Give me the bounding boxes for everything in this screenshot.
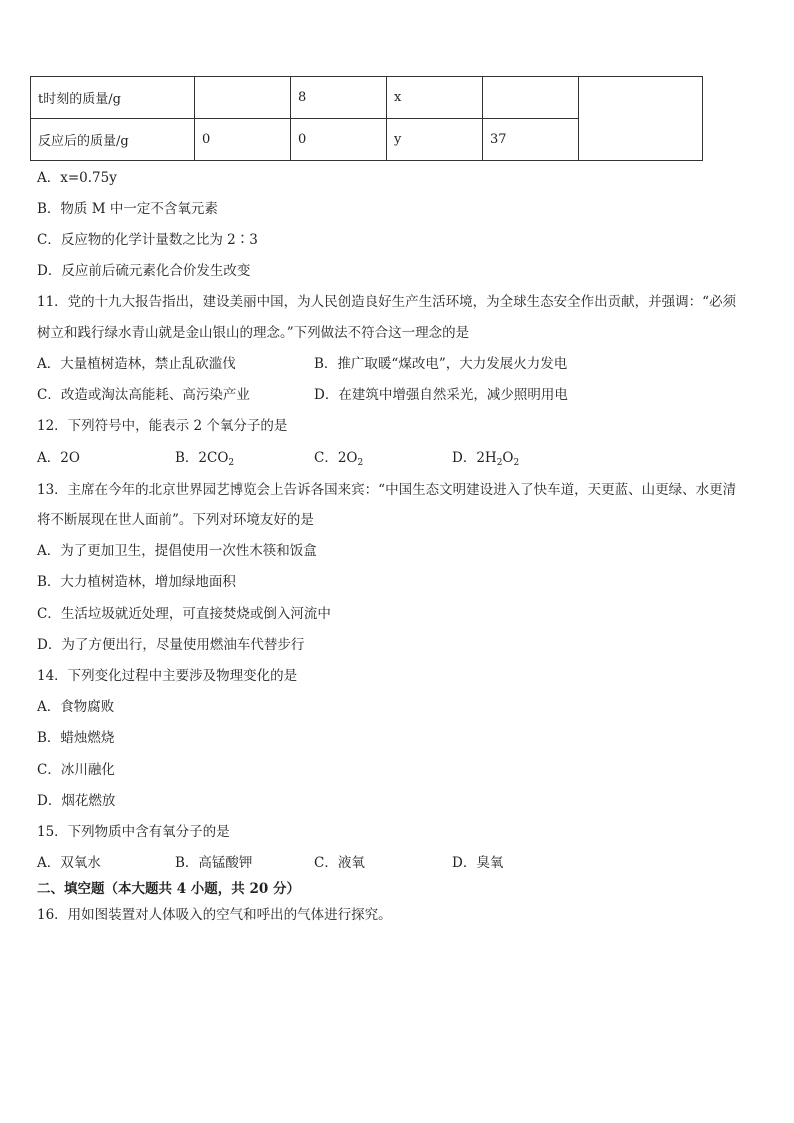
table-cell xyxy=(195,77,291,119)
q10-option-b: B．物质 M 中一定不含氧元素 xyxy=(37,201,218,217)
q13-option-c: C．生活垃圾就近处理，可直接焚烧或倒入河流中 xyxy=(37,606,331,622)
table-cell: 0 xyxy=(291,119,387,161)
q10-option-c: C．反应物的化学计量数之比为 2∶3 xyxy=(37,232,258,248)
table-cell xyxy=(483,77,579,119)
q11-option-c: C．改造或淘汰高能耗、高污染产业 xyxy=(37,387,250,403)
row-label: 反应后的质量/g xyxy=(31,119,195,161)
q11-stem-line1: 11．党的十九大报告指出，建设美丽中国，为人民创造良好生产生活环境，为全球生态安全作出贡献，并强调：“必须 xyxy=(37,294,737,310)
section-heading: 二、填空题（本大题共 4 小题，共 20 分） xyxy=(37,881,300,897)
q15-stem: 15．下列物质中含有氧分子的是 xyxy=(37,824,230,840)
q14-option-c: C．冰川融化 xyxy=(37,762,115,778)
data-table xyxy=(30,76,703,161)
q14-option-b: B．蜡烛燃烧 xyxy=(37,730,115,746)
q16-stem: 16．用如图装置对人体吸入的空气和呼出的气体进行探究。 xyxy=(37,907,392,923)
table-cell: 37 xyxy=(483,119,579,161)
q10-option-d: D．反应前后硫元素化合价发生改变 xyxy=(37,263,251,279)
q11-option-d: D．在建筑中增强自然采光，减少照明用电 xyxy=(314,387,568,403)
q14-stem: 14．下列变化过程中主要涉及物理变化的是 xyxy=(37,668,298,684)
q10-option-a: A．x=0.75y xyxy=(37,170,117,186)
q13-stem-line2: 将不断展现在世人面前”。下列对环境友好的是 xyxy=(37,512,314,528)
table-cell: 0 xyxy=(195,119,291,161)
q12-option-c: C．$2O_2$ xyxy=(314,450,364,468)
q11-stem-line2: 树立和践行绿水青山就是金山银山的理念。”下列做法不符合这一理念的是 xyxy=(37,325,470,341)
q12-option-a: A．2O xyxy=(37,450,80,466)
table-cell: y xyxy=(387,119,483,161)
q12-option-b: B．$2CO_2$ xyxy=(175,450,235,468)
q13-option-d: D．为了方便出行，尽量使用燃油车代替步行 xyxy=(37,637,305,653)
q11-option-a: A．大量植树造林，禁止乱砍滥伐 xyxy=(37,356,236,372)
row-label: t时刻的质量/g xyxy=(31,77,195,119)
q13-option-a: A．为了更加卫生，提倡使用一次性木筷和饭盒 xyxy=(37,543,317,559)
q13-option-b: B．大力植树造林，增加绿地面积 xyxy=(37,574,236,590)
table-cell-merged xyxy=(579,77,703,161)
table-row xyxy=(31,77,703,119)
q13-stem-line1: 13．主席在今年的北京世界园艺博览会上告诉各国来宾：“中国生态文明建设进入了快车道，天更蓝、山更绿、水更清 xyxy=(37,482,737,498)
q14-option-d: D．烟花燃放 xyxy=(37,793,116,809)
q15-option-b: B．高锰酸钾 xyxy=(175,855,253,871)
q14-option-a: A．食物腐败 xyxy=(37,699,115,715)
q15-option-c: C．液氧 xyxy=(314,855,365,871)
table-cell: 8 xyxy=(291,77,387,119)
q15-option-d: D．臭氧 xyxy=(452,855,504,871)
q12-option-d: D．$2H_2O_2$ xyxy=(452,450,520,468)
q12-stem: 12．下列符号中，能表示 2 个氧分子的是 xyxy=(37,418,288,434)
table-cell: x xyxy=(387,77,483,119)
q11-option-b: B．推广取暖“煤改电”，大力发展火力发电 xyxy=(314,356,568,372)
q15-option-a: A．双氧水 xyxy=(37,855,101,871)
